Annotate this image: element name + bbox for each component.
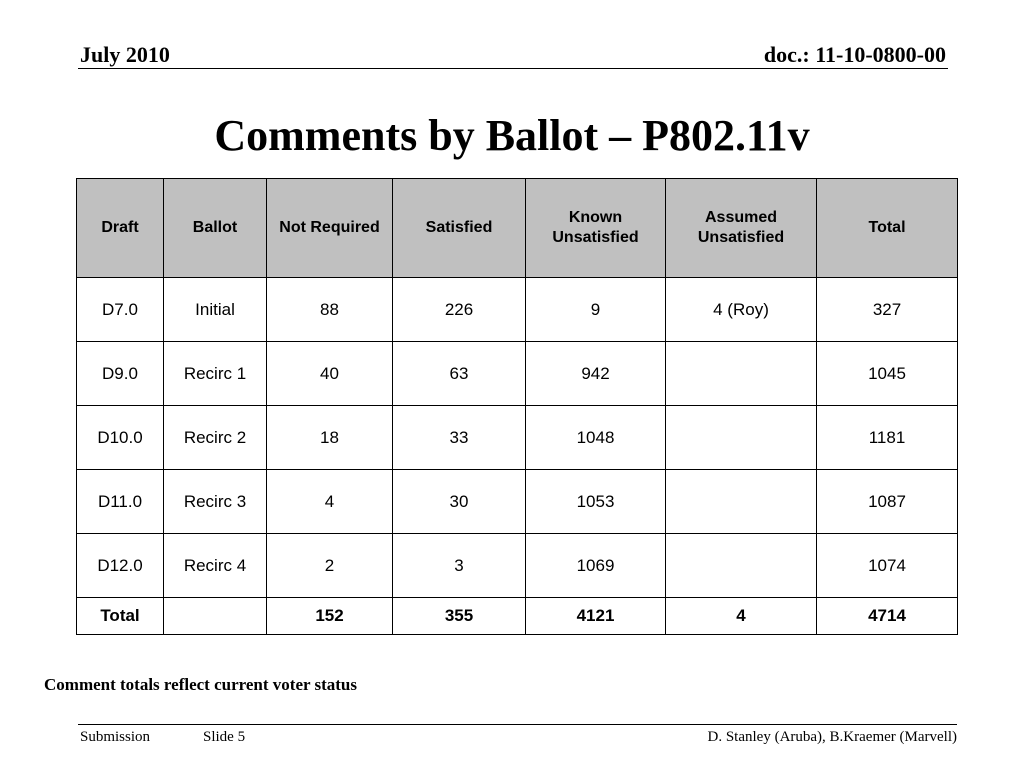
header-rule xyxy=(78,68,948,69)
table-row xyxy=(77,470,958,534)
total-ballot xyxy=(164,598,267,635)
cell-ballot: Recirc 1 xyxy=(164,342,267,406)
cell-draft: D11.0 xyxy=(77,470,164,534)
cell-draft: D7.0 xyxy=(77,278,164,342)
cell-not-required: 4 xyxy=(267,470,393,534)
cell-ballot: Recirc 2 xyxy=(164,406,267,470)
column-header-ballot: Ballot xyxy=(164,179,267,278)
column-header-known-unsatisfied: Known Unsatisfied xyxy=(526,179,666,278)
column-header-assumed-unsatisfied: Assumed Unsatisfied xyxy=(666,179,817,278)
cell-draft: D12.0 xyxy=(77,534,164,598)
column-header-not-required: Not Required xyxy=(267,179,393,278)
cell-ballot: Recirc 4 xyxy=(164,534,267,598)
cell-total: 1181 xyxy=(817,406,958,470)
column-header-satisfied: Satisfied xyxy=(393,179,526,278)
cell-assumed-unsatisfied xyxy=(666,470,817,534)
total-label: Total xyxy=(77,598,164,635)
footer-submission: Submission xyxy=(80,729,151,745)
total-known-unsatisfied: 4121 xyxy=(526,598,666,635)
cell-assumed-unsatisfied xyxy=(666,342,817,406)
cell-draft: D10.0 xyxy=(77,406,164,470)
total-assumed-unsatisfied: 4 xyxy=(666,598,817,635)
cell-not-required: 88 xyxy=(267,278,393,342)
total-not-required: 152 xyxy=(267,598,393,635)
cell-ballot: Initial xyxy=(164,278,267,342)
table-row xyxy=(77,342,958,406)
cell-satisfied: 33 xyxy=(393,406,526,470)
cell-known-unsatisfied: 1069 xyxy=(526,534,666,598)
cell-known-unsatisfied: 1053 xyxy=(526,470,666,534)
header-date: July 2010 xyxy=(80,42,170,67)
cell-satisfied: 63 xyxy=(393,342,526,406)
cell-not-required: 2 xyxy=(267,534,393,598)
cell-known-unsatisfied: 942 xyxy=(526,342,666,406)
cell-satisfied: 30 xyxy=(393,470,526,534)
total-total: 4714 xyxy=(817,598,958,635)
cell-draft: D9.0 xyxy=(77,342,164,406)
column-header-draft: Draft xyxy=(77,179,164,278)
table-row xyxy=(77,534,958,598)
table-row xyxy=(77,406,958,470)
cell-not-required: 40 xyxy=(267,342,393,406)
cell-assumed-unsatisfied: 4 (Roy) xyxy=(666,278,817,342)
column-header-total: Total xyxy=(817,179,958,278)
cell-satisfied: 226 xyxy=(393,278,526,342)
ballot-comments-table xyxy=(76,178,958,635)
cell-total: 1045 xyxy=(817,342,958,406)
cell-known-unsatisfied: 1048 xyxy=(526,406,666,470)
total-satisfied: 355 xyxy=(393,598,526,635)
footer-rule xyxy=(78,724,957,725)
table-row xyxy=(77,278,958,342)
table-header-row xyxy=(77,179,958,278)
header-doc-id: doc.: 11-10-0800-00 xyxy=(763,42,946,67)
cell-total: 327 xyxy=(817,278,958,342)
footnote: Comment totals reflect current voter status xyxy=(44,675,357,694)
cell-total: 1087 xyxy=(817,470,958,534)
slide-title: Comments by Ballot – P802.11v xyxy=(214,111,810,160)
table-total-row xyxy=(77,598,958,635)
cell-assumed-unsatisfied xyxy=(666,534,817,598)
cell-not-required: 18 xyxy=(267,406,393,470)
cell-assumed-unsatisfied xyxy=(666,406,817,470)
cell-satisfied: 3 xyxy=(393,534,526,598)
footer-authors: D. Stanley (Aruba), B.Kraemer (Marvell) xyxy=(707,729,957,745)
cell-ballot: Recirc 3 xyxy=(164,470,267,534)
cell-total: 1074 xyxy=(817,534,958,598)
footer-slide-number: Slide 5 xyxy=(203,729,246,745)
cell-known-unsatisfied: 9 xyxy=(526,278,666,342)
